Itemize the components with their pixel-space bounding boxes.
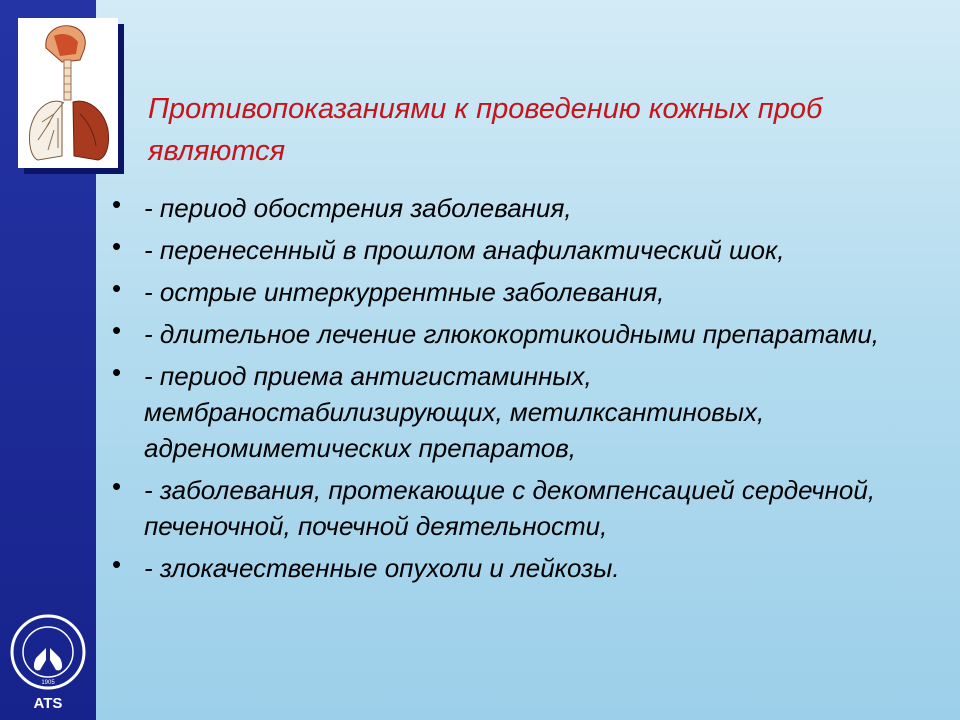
- bullet-item: • - период обострения заболевания,: [110, 190, 940, 226]
- bullet-item: • - длительное лечение глюкокортикоидными препаратами,: [110, 316, 940, 352]
- ats-seal-logo: [6, 608, 90, 714]
- bullet-list: [110, 190, 940, 592]
- bullet-item: • - злокачественные опухоли и лейкозы.: [110, 550, 940, 586]
- bullet-item: • - перенесенный в прошлом анафилактический шок,: [110, 232, 940, 268]
- logo-year: 1905: [41, 680, 55, 686]
- bullet-item: • - заболевания, протекающие с декомпенсацией сердечной, печеночной, почечной деятельности,: [110, 472, 940, 544]
- bullet-item: • - острые интеркуррентные заболевания,: [110, 274, 940, 310]
- lungs-anatomy-illustration: [18, 18, 118, 168]
- logo-text: ATS: [33, 695, 63, 712]
- slide-title: Противопоказаниями к проведению кожных проб являются: [148, 93, 823, 167]
- bullet-item: • - период приема антигистаминных, мембраностабилизирующих, метилксантиновых, адреномиметических препаратов,: [110, 358, 940, 466]
